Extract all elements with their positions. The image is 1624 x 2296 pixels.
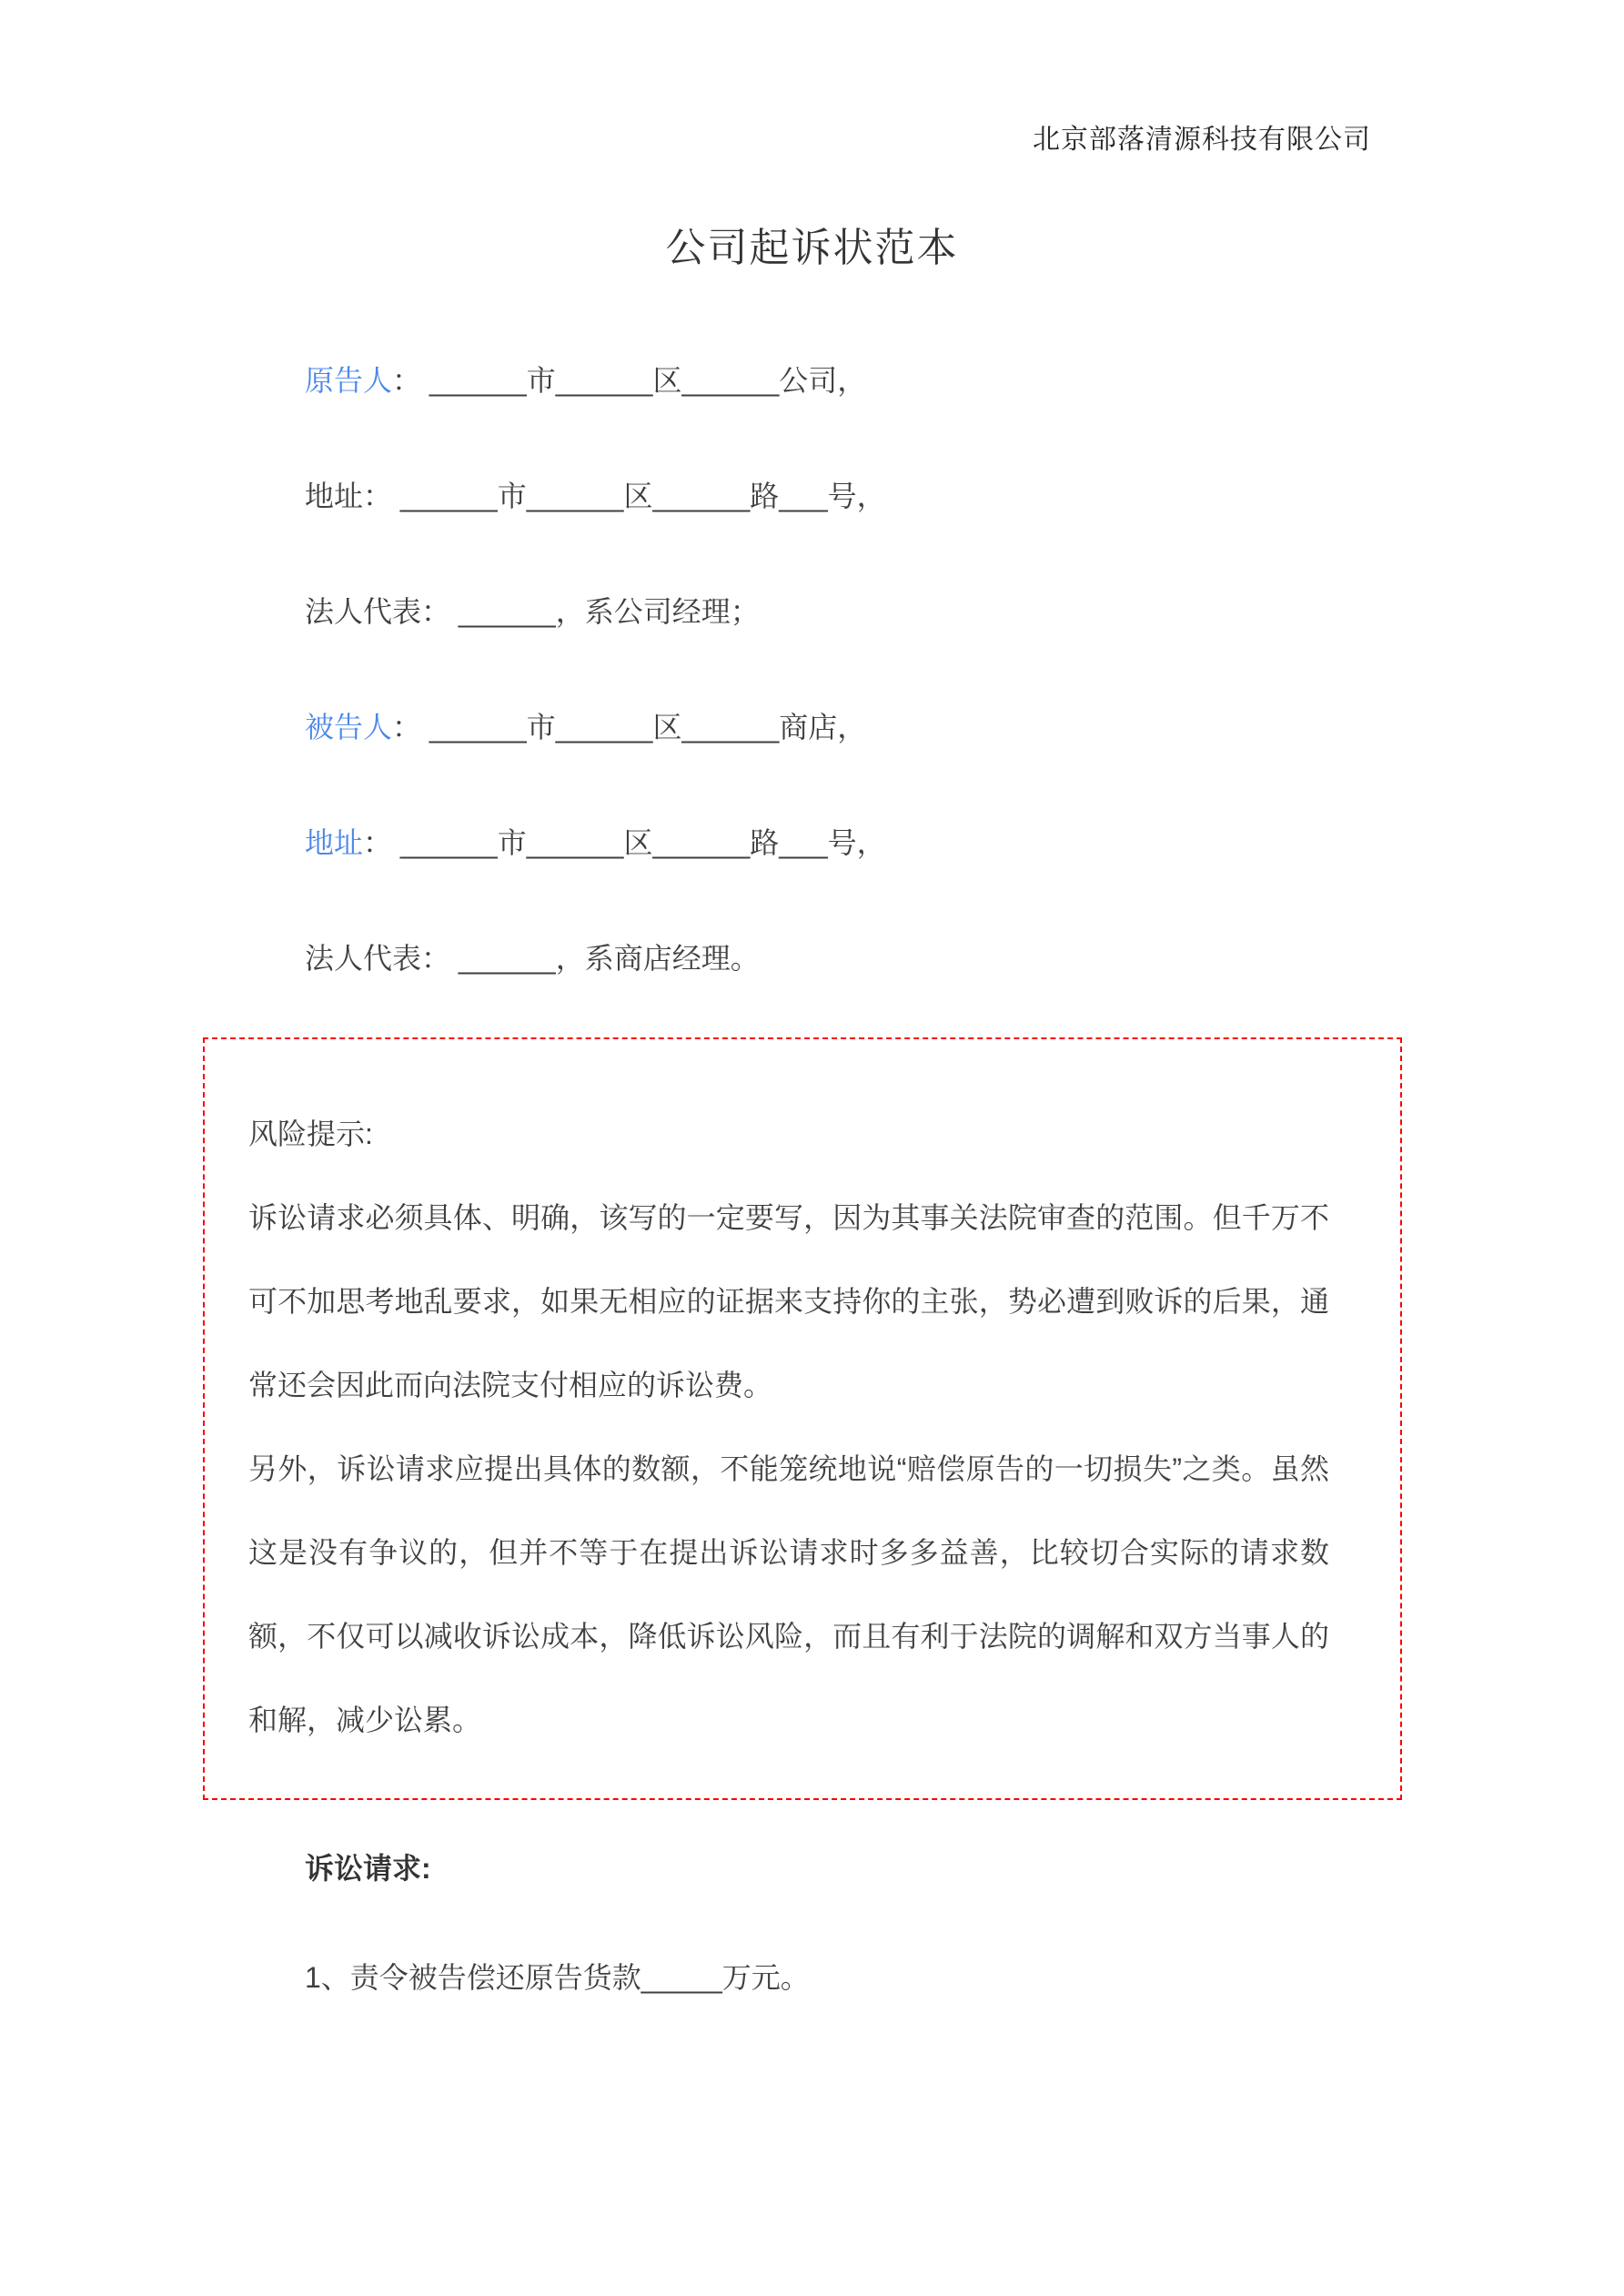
claim-item-1: 1、责令被告偿还原告货款_____万元。 bbox=[305, 1961, 810, 1994]
defendant-address-label: 地址 bbox=[305, 826, 364, 859]
party-line-defendant-legal-rep bbox=[305, 940, 1406, 976]
plaintiff-legal-rep-value: ： ______，系公司经理； bbox=[421, 595, 760, 628]
claims-heading: 诉讼请求: bbox=[305, 1852, 431, 1885]
risk-paragraph-1: 诉讼请求必须具体、明确，该写的一定要写，因为其事关法院审查的范围。但千万不可不加思考地乱要求，如果无相应的证据来支持你的主张，势必遭到败诉的后果，通常还会因此而向法院支付相应的诉讼费。 bbox=[248, 1201, 1329, 1401]
plaintiff-value: ： ______市______区______公司， bbox=[392, 364, 867, 397]
plaintiff-address-label: 地址 bbox=[305, 480, 364, 512]
party-line-plaintiff bbox=[305, 362, 1406, 399]
document-title: 公司起诉状范本 bbox=[665, 226, 959, 270]
defendant-legal-rep-label: 法人代表 bbox=[305, 942, 422, 975]
plaintiff-legal-rep-label: 法人代表 bbox=[305, 595, 422, 628]
defendant-legal-rep-value: ： ______，系商店经理。 bbox=[421, 942, 760, 975]
party-line-plaintiff-address bbox=[305, 478, 1406, 514]
party-info-section bbox=[305, 362, 1406, 1056]
risk-paragraph-2: 另外，诉讼请求应提出具体的数额，不能笼统地说“赔偿原告的一切损失”之类。虽然这是没有争议的，但并不等于在提出诉讼请求时多多益善，比较切合实际的请求数额，不仅可以减收诉讼成本，降低诉讼风险，而且有利于法院的调解和双方当事人的和解，减少讼累。 bbox=[248, 1452, 1329, 1736]
plaintiff-label: 原告人 bbox=[305, 364, 393, 397]
party-line-defendant bbox=[305, 709, 1406, 745]
risk-heading: 风险提示: bbox=[248, 1118, 373, 1150]
party-line-defendant-address bbox=[305, 824, 1406, 861]
defendant-address-value: ： ______市______区______路___号， bbox=[363, 826, 886, 859]
plaintiff-address-value: ： ______市______区______路___号， bbox=[363, 480, 886, 512]
defendant-value: ： ______市______区______商店， bbox=[392, 711, 867, 743]
party-line-plaintiff-legal-rep bbox=[305, 593, 1406, 630]
header-company-name: 北京部落清源科技有限公司 bbox=[1033, 125, 1371, 155]
defendant-label: 被告人 bbox=[305, 711, 393, 743]
risk-notice-box bbox=[203, 1037, 1402, 1800]
